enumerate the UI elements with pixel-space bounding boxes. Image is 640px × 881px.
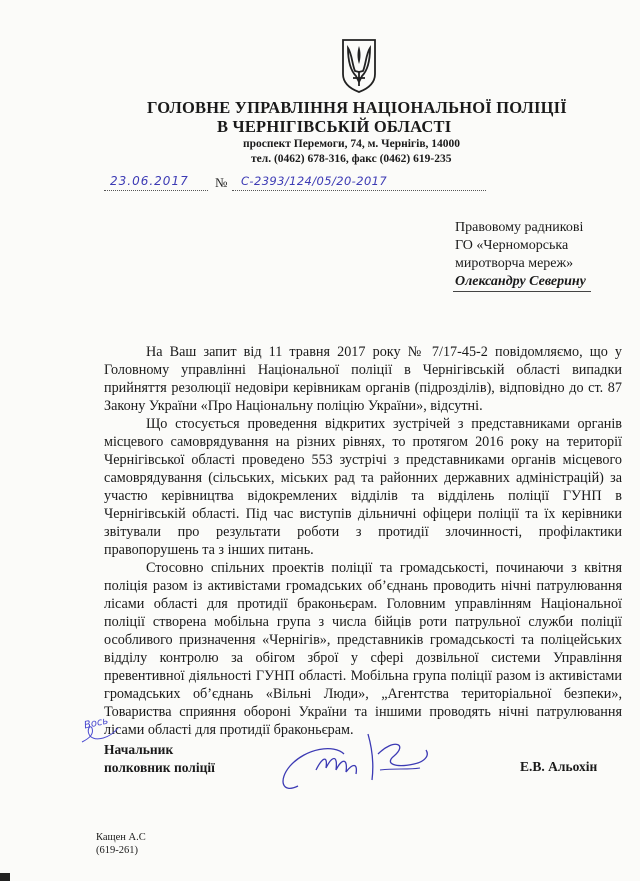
organization-title-line-2: В ЧЕРНІГІВСЬКІЙ ОБЛАСТІ xyxy=(217,117,452,136)
registration-number: С-2393/124/05/20-2017 xyxy=(241,174,388,188)
handwritten-signature xyxy=(276,724,436,802)
organization-title xyxy=(147,98,567,136)
signatory-position-line-1: Начальник xyxy=(104,742,174,757)
addressee-block xyxy=(455,219,586,291)
organization-title-line-1: ГОЛОВНЕ УПРАВЛІННЯ НАЦІОНАЛЬНОЇ ПОЛІЦІЇ xyxy=(147,98,567,117)
scan-edge-mark xyxy=(0,873,10,881)
address-line: проспект Перемоги, 74, м. Чернігів, 14000 xyxy=(243,138,461,150)
body-paragraph: На Ваш запит від 11 травня 2017 року № 7/17-45-2 повідомляємо, що у Головному управлінні Національної поліції в Чернігівській області випадки прийняття резолюції недовіри керівникам органів (підрозділів), відповідно до ст. 87 Закону України «Про Національну поліцію України», відсутні. xyxy=(104,344,622,414)
executor-name: Кащен А.С xyxy=(96,832,146,843)
visa-handwriting: Вось xyxy=(83,715,110,732)
number-field-underline xyxy=(232,190,486,191)
addressee-line: миротворча мереж» xyxy=(455,256,574,271)
signatory-position-line-2: полковник поліції xyxy=(104,760,215,775)
signatory-name: Е.В. Альохін xyxy=(520,759,598,774)
addressee-line: ГО «Черноморська xyxy=(455,238,569,253)
addressee-name: Олександру Северину xyxy=(455,274,586,289)
addressee-line: Правовому радникові xyxy=(455,220,584,235)
date-field-underline xyxy=(104,190,208,191)
contacts-line: тел. (0462) 678-316, факс (0462) 619-235 xyxy=(251,153,452,165)
letter-body xyxy=(104,343,622,739)
executor-block xyxy=(96,831,146,857)
body-paragraph: Стосовно спільних проектів поліції та громадськості, починаючи з квітня поліція разом із активістами громадських об’єднань проводить нічні патрулювання лісами області для протидії браконьєрам. Головним управлінням Національної поліції створена мобільна група з числа бійців роти патрульної служби поліції особливого призначення «Чернігів», представників громадськості та поліцейських відділу контролю за обігом зброї у сфері дозвільної системи Управління превентивної діяльності ГУНП області. Мобільна група поліції разом із активістами громадських об’єднань «Вільні Люди», „Агентства територіальної безпеки», Товариства сприяння обороні України та іншими проводять нічні патрулювання лісами області для протидії браконьєрам. xyxy=(104,560,622,738)
organization-address xyxy=(243,137,460,167)
signatory-position xyxy=(104,741,215,777)
registration-line xyxy=(104,174,486,194)
executor-phone: (619-261) xyxy=(96,845,138,856)
registration-date: 23.06.2017 xyxy=(110,174,189,188)
registration-number-label: № xyxy=(215,175,228,190)
body-paragraph: Що стосується проведення відкритих зустрічей з представниками органів місцевого самоврядування на різних рівнях, то протягом 2016 року на території Чернігівської області проведено 553 зустрічі з представниками органів місцевого самоврядування (сільських, міських рад та районних державних адміністрацій) за участю керівництва відокремлених відділів та відділень поліції ГУНП в Чернігівській області. Під час виступів дільничні офіцери поліції та їх керівники звітували про результати роботи з протидії злочинності, профілактики правопорушень та з інших питань. xyxy=(104,416,622,558)
addressee-divider xyxy=(453,291,591,292)
trident-emblem-icon xyxy=(340,38,378,94)
